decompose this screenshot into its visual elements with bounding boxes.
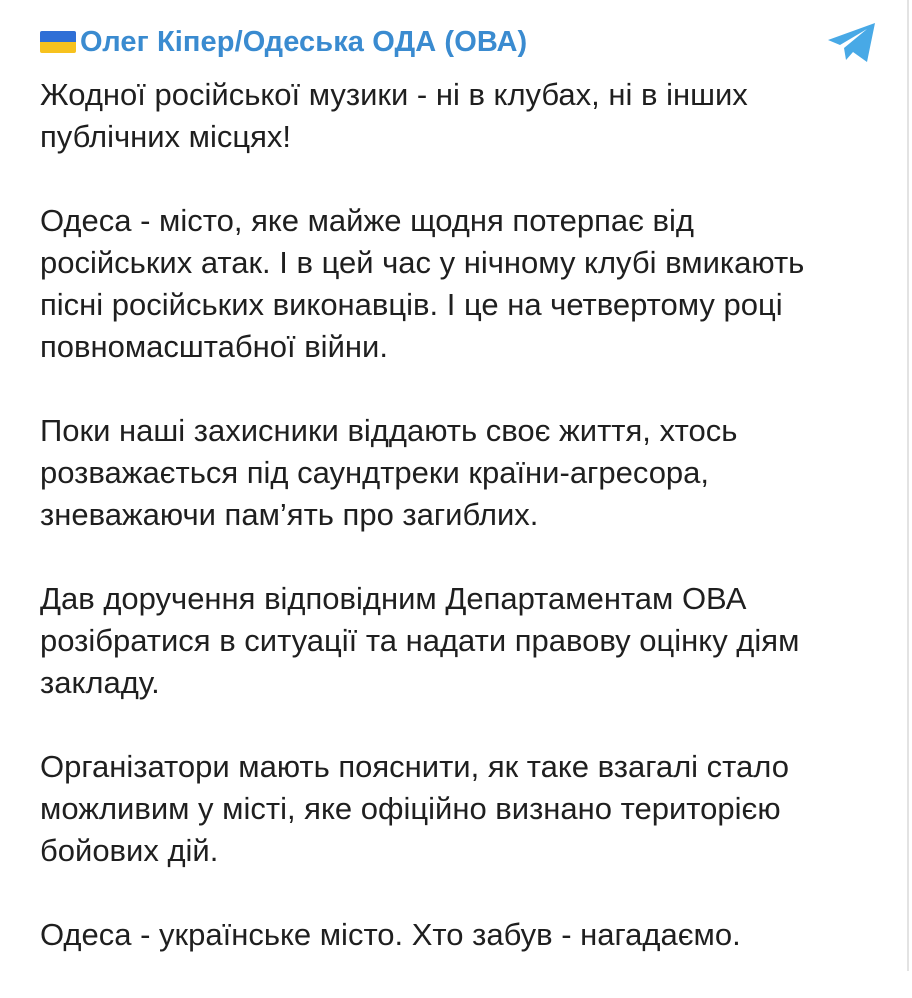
post-text-line: Одеса - місто, яке майже щодня потерпає від (40, 203, 694, 238)
post-text-line: Жодної російської музики - ні в клубах, ні в інших (40, 77, 748, 112)
post-text-line: розібратися в ситуації та надати правову оцінку діям (40, 623, 800, 658)
post-text-line: Поки наші захисники віддають своє життя, хтось (40, 413, 738, 448)
post-header (40, 22, 527, 62)
post-text-line: пісні російських виконавців. І це на четвертому році (40, 287, 783, 322)
post-paragraph (40, 200, 870, 368)
telegram-plane-shape (828, 23, 875, 62)
post-text-line: російських атак. І в цей час у нічному клубі вмикають (40, 245, 805, 280)
post-text-line: повномасштабної війни. (40, 329, 388, 364)
post-text-line: Одеса - українське місто. Хто забув - нагадаємо. (40, 917, 741, 952)
post-text-line: розважається під саундтреки країни-агресора, (40, 455, 710, 490)
telegram-icon[interactable] (826, 21, 878, 65)
post-text-line: Дав доручення відповідним Департаментам ОВА (40, 581, 747, 616)
flag-blue-stripe (40, 31, 76, 42)
post-paragraph (40, 74, 870, 158)
post-text-line: публічних місцях! (40, 119, 292, 154)
post-text-line: закладу. (40, 665, 160, 700)
post-paragraph (40, 578, 870, 704)
post-text-line: бойових дій. (40, 833, 219, 868)
ukraine-flag-icon (40, 31, 76, 53)
post-body (40, 74, 870, 998)
flag-yellow-stripe (40, 42, 76, 53)
post-text-line: можливим у місті, яке офіційно визнано територією (40, 791, 781, 826)
post-text-line: зневажаючи пам’ять про загиблих. (40, 497, 539, 532)
post-text-line: Організатори мають пояснити, як таке взагалі стало (40, 749, 789, 784)
post-paragraph (40, 410, 870, 536)
post-paragraph (40, 914, 870, 956)
post-paragraph (40, 746, 870, 872)
channel-name-link[interactable]: Олег Кіпер/Одеська ОДА (ОВА) (80, 25, 528, 58)
